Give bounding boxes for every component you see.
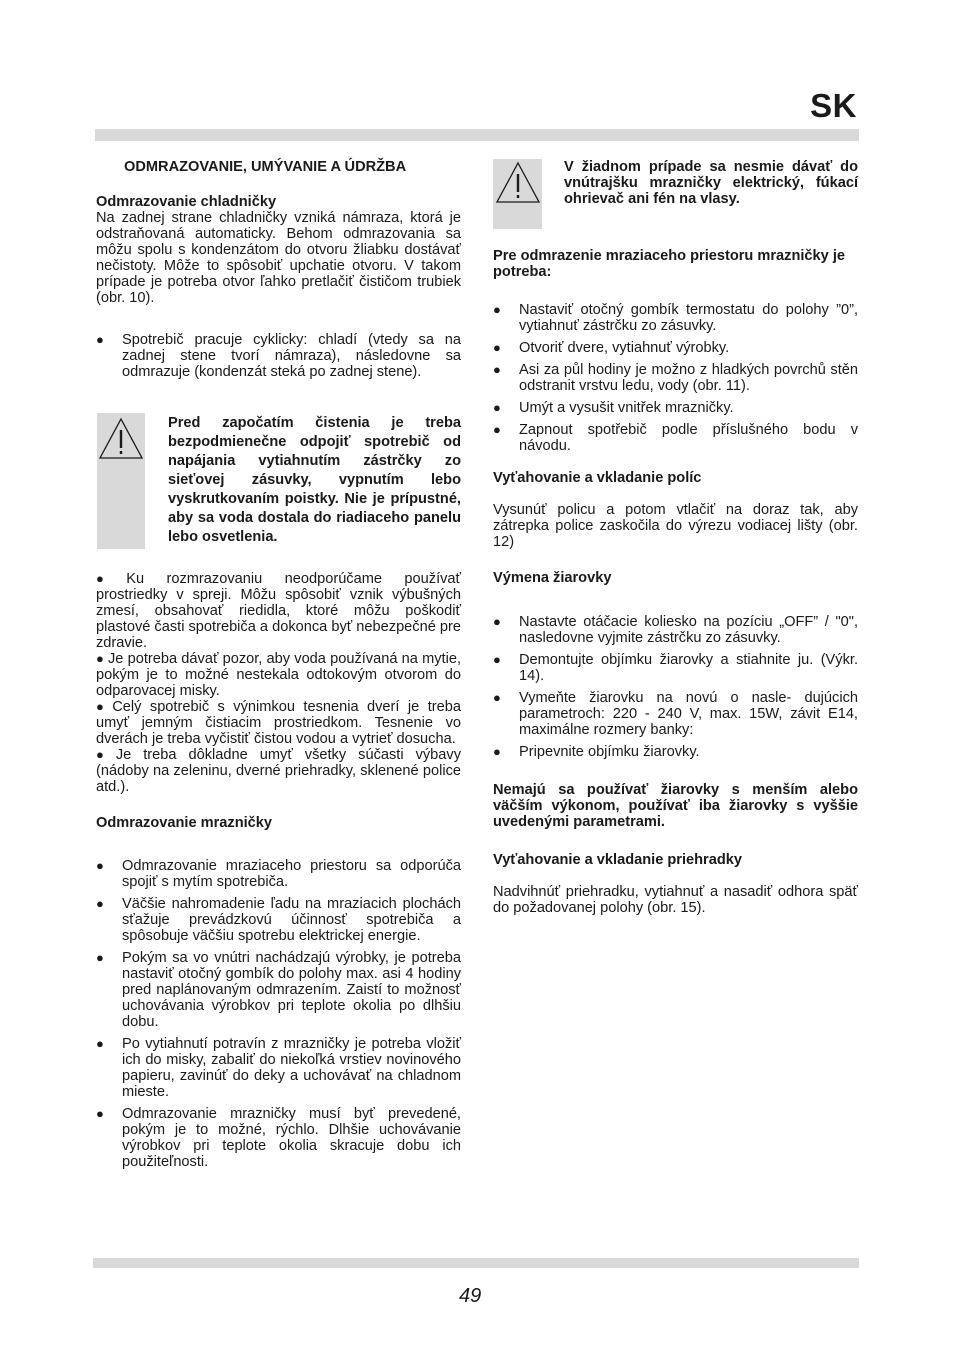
freezer-defrost-steps-heading: Pre odmrazenie mraziaceho priestoru mrazničky je potreba: [493, 248, 846, 280]
list-item: ● Po vytiahnutí potravín z mrazničky je potreba vložiť ich do misky, zabaliť do niekoľká vrstiev novinového papieru, zavinúť do deky a uchovávať na chladnom mieste. [96, 1036, 461, 1100]
list-item: ● Umýt a vysušit vnitřek mrazničky. [493, 400, 858, 416]
fridge-defrost-text: Na zadnej strane chladničky vzniká námraza, ktorá je odstraňovaná automaticky. Behom odmrazovania sa môžu spolu s kondenzátom do otvoru žliabku dostávať nečistoty. Môže to spôsobiť upchatie otvoru. V takom prípade je potreba otvor ľahko pretlačiť čističom trubiek (obr. 10). [96, 210, 461, 306]
bulb-heading: Výmena žiarovky [493, 570, 612, 586]
drawer-text: Nadvihnúť priehradku, vytiahnuť a nasadiť odhora späť do požadovanej polohy (obr. 15). [493, 884, 858, 916]
list-item: ● Celý spotrebič s výnimkou tesnenia dverí je treba umyť jemným čistiacim prostriedkom. Tesnenie vo dverách je treba vyčistiť čistou vodou a vytrieť dosucha. [96, 699, 461, 747]
freezer-defrost-list [96, 858, 461, 1170]
warning-text: Pred započatím čistenia je treba bezpodmienečne odpojiť spotrebič od napájania vytiahnutím zástrčky zo sieťovej zásuvky, vypnutím lebo vyskrutkovaním poistky. Nie je prípustné, aby sa voda dostala do riadiaceho panelu lebo osvetlenia. [168, 415, 461, 545]
shelves-text: Vysunúť policu a potom vtlačiť na doraz tak, aby zátrepka police zaskočila do výrezu vodiacej lišty (obr. 12) [493, 502, 858, 550]
list-item: ● Je treba dôkladne umyť všetky súčasti výbavy (nádoby na zeleninu, dverné priehradky, sklenené police atd.). [96, 747, 462, 795]
warning-text: V žiadnom prípade sa nesmie dávať do vnútrajšku mrazničky elektrický, fúkací ohrievač ani fén na vlasy. [564, 159, 858, 207]
list-item: ● Pripevnite objímku žiarovky. [493, 744, 858, 760]
footer-divider [93, 1258, 859, 1268]
right-column [493, 159, 858, 916]
section-title: ODMRAZOVANIE, UMÝVANIE A ÚDRŽBA [124, 159, 407, 175]
freezer-defrost-heading: Odmrazovanie mrazničky [96, 815, 273, 831]
cleaning-notes [96, 571, 461, 795]
list-item: ● Vymeňte žiarovku na novú o nasle- dujúcich parametroch: 220 - 240 V, max. 15W, závit E14, maximálne rozmery banky: [493, 690, 858, 738]
bullet-dot-icon: ● [96, 747, 112, 762]
cycle-list [96, 332, 461, 380]
page-number: 49 [459, 1285, 482, 1307]
defrost-steps-list [493, 302, 858, 454]
list-item: ● Ku rozmrazovaniu neodporúčame používať prostriedky v spreji. Môžu spôsobiť vznik výbušných zmesí, obsahovať riedidla, ktoré môžu poškodiť plastové časti spotrebiča a dokonca byť nebezpečné pre zdravie. [96, 571, 462, 651]
list-item: ● Odmrazovanie mraziaceho priestoru sa odporúča spojiť s mytím spotrebiča. [96, 858, 461, 890]
list-item: ● Je potreba dávať pozor, aby voda používaná na mytie, pokým je to možné nestekala odtokovým otvorom do odparovacej misky. [96, 651, 461, 699]
warning-triangle-icon [98, 417, 144, 461]
warning-box [97, 413, 145, 549]
list-item: ● Asi za půl hodiny je možno z hladkých povrchů stěn odstranit vrstvu ledu, vody (obr. 11). [493, 362, 858, 394]
drawer-heading: Vyťahovanie a vkladanie priehradky [493, 852, 742, 868]
header-divider [95, 129, 859, 141]
list-item: ● Nastaviť otočný gombík termostatu do polohy ”0”, vytiahnuť zástrčku zo zásuvky. [493, 302, 858, 334]
heater-warning [493, 159, 858, 229]
list-item: ● Spotrebič pracuje cyklicky: chladí (vtedy sa na zadnej stene tvorí námraza), následovne sa odmrazuje (kondenzát steká po zadnej stene). [96, 332, 461, 380]
list-item: ● Väčšie nahromadenie ľadu na mraziacich plochách sťažuje prevádzkovú účinnosť spotrebiča a spôsobuje väčšiu spotrebu elektrickej energie. [96, 896, 461, 944]
fridge-defrost-heading: Odmrazovanie chladničky [96, 194, 277, 210]
list-item: ● Zapnout spotřebič podle příslušného bodu v návodu. [493, 422, 858, 454]
list-item: ● Otvoriť dvere, vytiahnuť výrobky. [493, 340, 858, 356]
list-item: ● Demontujte objímku žiarovky a stiahnite ju. (Výkr. 14). [493, 652, 858, 684]
cleaning-warning [96, 413, 461, 551]
left-column [96, 159, 461, 1170]
list-item: ● Odmrazovanie mrazničky musí byť prevedené, pokým je to možné, rýchlo. Dlhšie uchovávanie výrobkov pri teplote okolia skracuje dobu ich použiteľnosti. [96, 1106, 461, 1170]
list-item: ● Pokým sa vo vnútri nachádzajú výrobky, je potreba nastaviť otočný gombík do polohy max. asi 4 hodiny pred naplánovaným odmrazením. Zaistí to možnosť uchovávania výrobkov pri teplote okolia po dlhšiu dobu. [96, 950, 461, 1030]
bullet-dot-icon: ● [96, 699, 109, 714]
list-item: ● Nastavte otáčacie koliesko na pozíciu „OFF” / "0", nasledovne vyjmite zástrčku zo zásuvky. [493, 614, 858, 646]
language-code: SK [810, 87, 857, 124]
bullet-dot-icon: ● [96, 571, 123, 586]
warning-triangle-icon [495, 161, 541, 205]
shelves-heading: Vyťahovanie a vkladanie políc [493, 470, 702, 486]
bullet-dot-icon: ● [96, 651, 104, 666]
warning-box [493, 159, 542, 229]
bulb-warning: Nemajú sa používať žiarovky s menším alebo väčším výkonom, používať iba žiarovky s vyššie uvedenými parametrami. [493, 782, 858, 830]
bulb-steps-list [493, 614, 858, 760]
